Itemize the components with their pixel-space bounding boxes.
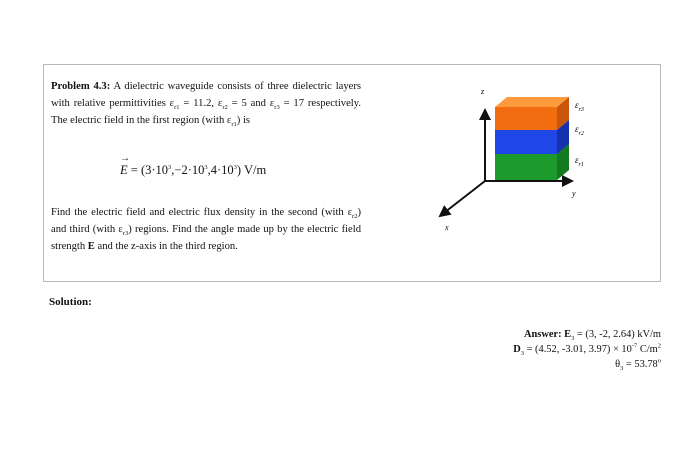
solution-label: Solution: xyxy=(49,296,92,308)
y-axis-label: y xyxy=(572,189,576,198)
problem-eq-1: = 11.2, ε xyxy=(179,98,223,109)
eps-r3-label: $\varepsilon_{r3}$ xyxy=(575,100,584,113)
top-layer-top xyxy=(495,97,569,107)
find-sub-2: r3 xyxy=(122,230,129,238)
layered-waveguide-diagram xyxy=(420,80,620,250)
answer-d-sub: 3 xyxy=(520,350,524,358)
answer-d-exp: -7 xyxy=(631,342,638,350)
answer-d-value: = (4.52, -3.01, 3.97) × 10 xyxy=(524,344,632,355)
x-axis-label: x xyxy=(445,223,449,232)
find-text-c: ) regions. Find the angle made up by the electric field strength xyxy=(51,224,361,252)
problem-sub-4: r1 xyxy=(231,121,237,129)
answer-d-symbol: D xyxy=(513,344,521,355)
x-axis xyxy=(440,181,485,216)
answer-e-value: = (3, -2, 2.64) kV/m xyxy=(574,329,661,340)
answer-line-1 xyxy=(513,327,661,342)
answer-line-2 xyxy=(513,342,661,357)
problem-statement xyxy=(51,78,361,129)
eq-part-4: ) V/m xyxy=(236,163,267,177)
eq-part-1: = (3·10 xyxy=(127,163,169,177)
find-text-d: and the z-axis in the third region. xyxy=(94,241,238,252)
problem-text-a: A dielectric waveguide consists of three dielectric layers with relative permittivities ε xyxy=(51,81,361,109)
find-statement xyxy=(51,204,361,255)
answer-d-unit: C/m xyxy=(637,344,658,355)
answer-theta-value: = 53.78 xyxy=(623,359,658,370)
z-axis-label: z xyxy=(481,87,485,96)
answer-e-symbol: E xyxy=(564,329,572,340)
find-bold-e: E xyxy=(87,241,95,252)
answer-line-3 xyxy=(513,357,661,372)
find-sub-1: r2 xyxy=(352,213,358,221)
problem-text-c: ) is xyxy=(236,115,251,126)
problem-heading: Problem 4.3: xyxy=(51,81,111,92)
eq-part-3: ,4·10 xyxy=(207,163,234,177)
middle-layer-front xyxy=(495,130,557,154)
answer-d-unit-exp: 2 xyxy=(657,342,661,350)
find-text-a: Find the electric field and electric flux density in the second (with ε xyxy=(51,207,353,218)
answer-block xyxy=(513,327,661,372)
eq-exp-3: 3 xyxy=(233,163,237,171)
answer-theta-symbol: θ xyxy=(615,359,621,370)
eq-exp-1: 3 xyxy=(168,163,172,171)
bottom-layer-front xyxy=(495,154,557,180)
answer-theta-sub: 3 xyxy=(620,365,624,373)
e-vector-symbol: → E xyxy=(120,163,128,177)
answer-degree: o xyxy=(657,357,661,365)
eq-exp-2: 3 xyxy=(204,163,208,171)
top-layer-front xyxy=(495,107,557,130)
problem-sub-1: r1 xyxy=(174,104,180,112)
answer-label: Answer: xyxy=(524,329,562,340)
electric-field-equation xyxy=(120,163,266,178)
find-text-b: ) and third (with ε xyxy=(51,207,361,235)
eps-r2-label: $\varepsilon_{r2}$ xyxy=(575,124,584,137)
answer-e-sub: 3 xyxy=(571,335,575,343)
eps-r1-label: $\varepsilon_{r1}$ xyxy=(575,155,584,168)
problem-sub-2: r2 xyxy=(222,104,228,112)
eq-part-2: ,−2·10 xyxy=(171,163,205,177)
problem-sub-3: r3 xyxy=(274,104,280,112)
problem-eq-2: = 5 and ε xyxy=(227,98,275,109)
problem-text-b: = 17 respectively. The electric field in the first region (with ε xyxy=(51,98,362,126)
